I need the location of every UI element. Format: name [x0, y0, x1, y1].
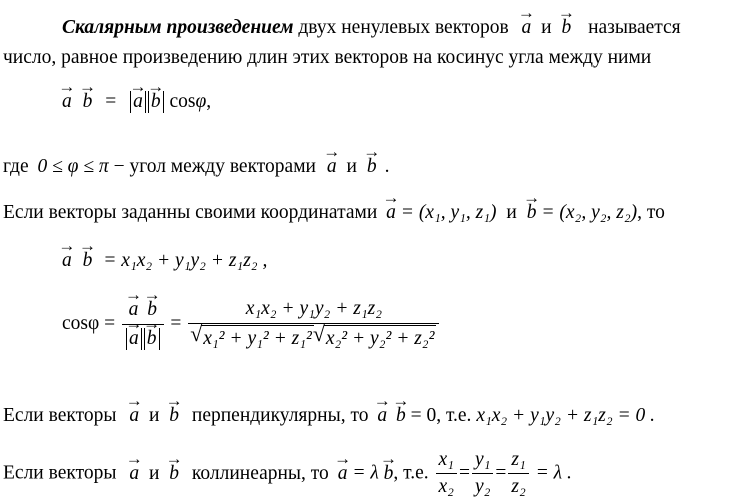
- ratio-x-num: x₁: [436, 448, 457, 474]
- coordinate-dot-product: [62, 249, 267, 273]
- vector-b: → b: [147, 297, 157, 323]
- zero-result: = 0: [410, 405, 437, 426]
- vector-a: → a: [129, 297, 139, 323]
- ratio-z-den: z₂: [511, 476, 526, 497]
- norm-product: [188, 324, 439, 352]
- cos-lhs: cosφ =: [62, 313, 116, 334]
- vector-a: → a: [129, 328, 139, 350]
- vector-b: → b: [83, 90, 93, 114]
- angle-text: − угол между векторами: [113, 156, 316, 177]
- vector-b: → b: [561, 16, 571, 40]
- vector-b: → b: [151, 91, 161, 113]
- vector-a: → a: [386, 201, 396, 225]
- perp-text: Если векторы: [3, 405, 117, 426]
- and-word: и: [506, 202, 517, 223]
- vector-a: → a: [62, 249, 72, 273]
- ie-text: , т.е.: [436, 405, 472, 426]
- eq-sign: =: [458, 462, 470, 484]
- vector-a: → a: [377, 404, 387, 428]
- collinear-text: Если векторы: [3, 462, 117, 484]
- definition-line-1: [62, 16, 681, 40]
- vector-b: → b: [384, 462, 394, 486]
- perpendicular-line: [3, 404, 655, 428]
- vector-b: → b: [169, 462, 179, 486]
- angle-condition: 0 ≤ φ ≤ π: [37, 156, 109, 177]
- cosine-formula: [62, 296, 441, 352]
- vector-b: → b: [396, 404, 406, 428]
- where-word: где: [3, 156, 29, 177]
- vector-b: → b: [367, 155, 377, 179]
- cos-text: cos: [169, 91, 196, 112]
- definition-tail: называется: [588, 17, 681, 38]
- and-word: и: [346, 156, 357, 177]
- vector-b: → b: [147, 328, 157, 350]
- ie-text: , т.е.: [393, 462, 429, 484]
- ratio-z-num: z₁: [508, 448, 528, 474]
- ratio-x: [436, 448, 457, 499]
- collinear-line: [3, 448, 572, 499]
- ratio-y-num: y₁: [472, 448, 493, 474]
- abs-vector-b: [144, 328, 160, 350]
- and-word: и: [148, 462, 160, 484]
- eq-sign: =: [495, 462, 507, 484]
- definition-line-2: число, равное произведению длин этих векторов на косинус угла между ними: [3, 47, 652, 68]
- perp-mid: перпендикулярны, то: [191, 405, 369, 426]
- perp-condition: x₁x₂ + y₁y₂ + z₁z₂ = 0 .: [476, 405, 656, 426]
- sqrt-a: √ x₁² + y₁² + z₁²: [201, 325, 314, 352]
- abs-vector-a: [130, 91, 146, 113]
- sqrt-b: √ x₂² + y₂² + z₂²: [324, 325, 437, 352]
- equals-sign: =: [170, 313, 182, 334]
- angle-line: [3, 155, 389, 179]
- ratio-z: [508, 448, 528, 499]
- and-word: и: [541, 17, 552, 38]
- cosine-fraction-right: [188, 296, 439, 352]
- vector-a: → a: [129, 462, 139, 486]
- lambda-result: = λ .: [535, 462, 572, 484]
- coordinates-tail: , то: [637, 202, 665, 223]
- comma: ,: [206, 91, 212, 112]
- vector-a: → a: [133, 91, 143, 113]
- and-word: и: [148, 405, 160, 426]
- definition-term: Скалярным произведением: [62, 17, 294, 38]
- ratio-y-den: y₂: [474, 476, 491, 497]
- ratio-y: [472, 448, 493, 499]
- equals-sign: =: [105, 91, 117, 112]
- vector-a-coords: = (x₁, y₁, z₁): [400, 202, 497, 223]
- vector-a: → a: [522, 16, 532, 40]
- collinear-mid: коллинеарны, то: [191, 462, 329, 484]
- coordinates-text: Если векторы заданны своими координатами: [3, 202, 378, 223]
- dot-product-formula: [62, 90, 211, 114]
- vector-b: → b: [527, 201, 537, 225]
- vector-b: → b: [83, 249, 93, 273]
- abs-vector-b: [148, 91, 164, 113]
- coordinate-numerator: x₁x₂ + y₁y₂ + z₁z₂: [188, 296, 439, 324]
- phi-symbol: φ: [195, 91, 207, 112]
- vector-a: → a: [338, 462, 348, 486]
- cosine-fraction-left: [122, 297, 164, 352]
- coordinates-line: [3, 201, 665, 225]
- coordinate-sum: = x₁x₂ + y₁y₂ + z₁z₂ ,: [103, 250, 268, 271]
- vector-a: → a: [129, 404, 139, 428]
- vector-a: → a: [62, 90, 72, 114]
- ratio-x-den: x₂: [438, 476, 454, 497]
- vector-a: → a: [327, 155, 337, 179]
- lambda-eq: = λ: [352, 462, 379, 484]
- vector-b: → b: [169, 404, 179, 428]
- abs-vector-a: [126, 328, 142, 350]
- period: .: [384, 156, 390, 177]
- vector-b-coords: = (x₂, y₂, z₂): [541, 202, 638, 223]
- definition-text: двух ненулевых векторов: [298, 17, 509, 38]
- fraction-denominator: [122, 325, 164, 352]
